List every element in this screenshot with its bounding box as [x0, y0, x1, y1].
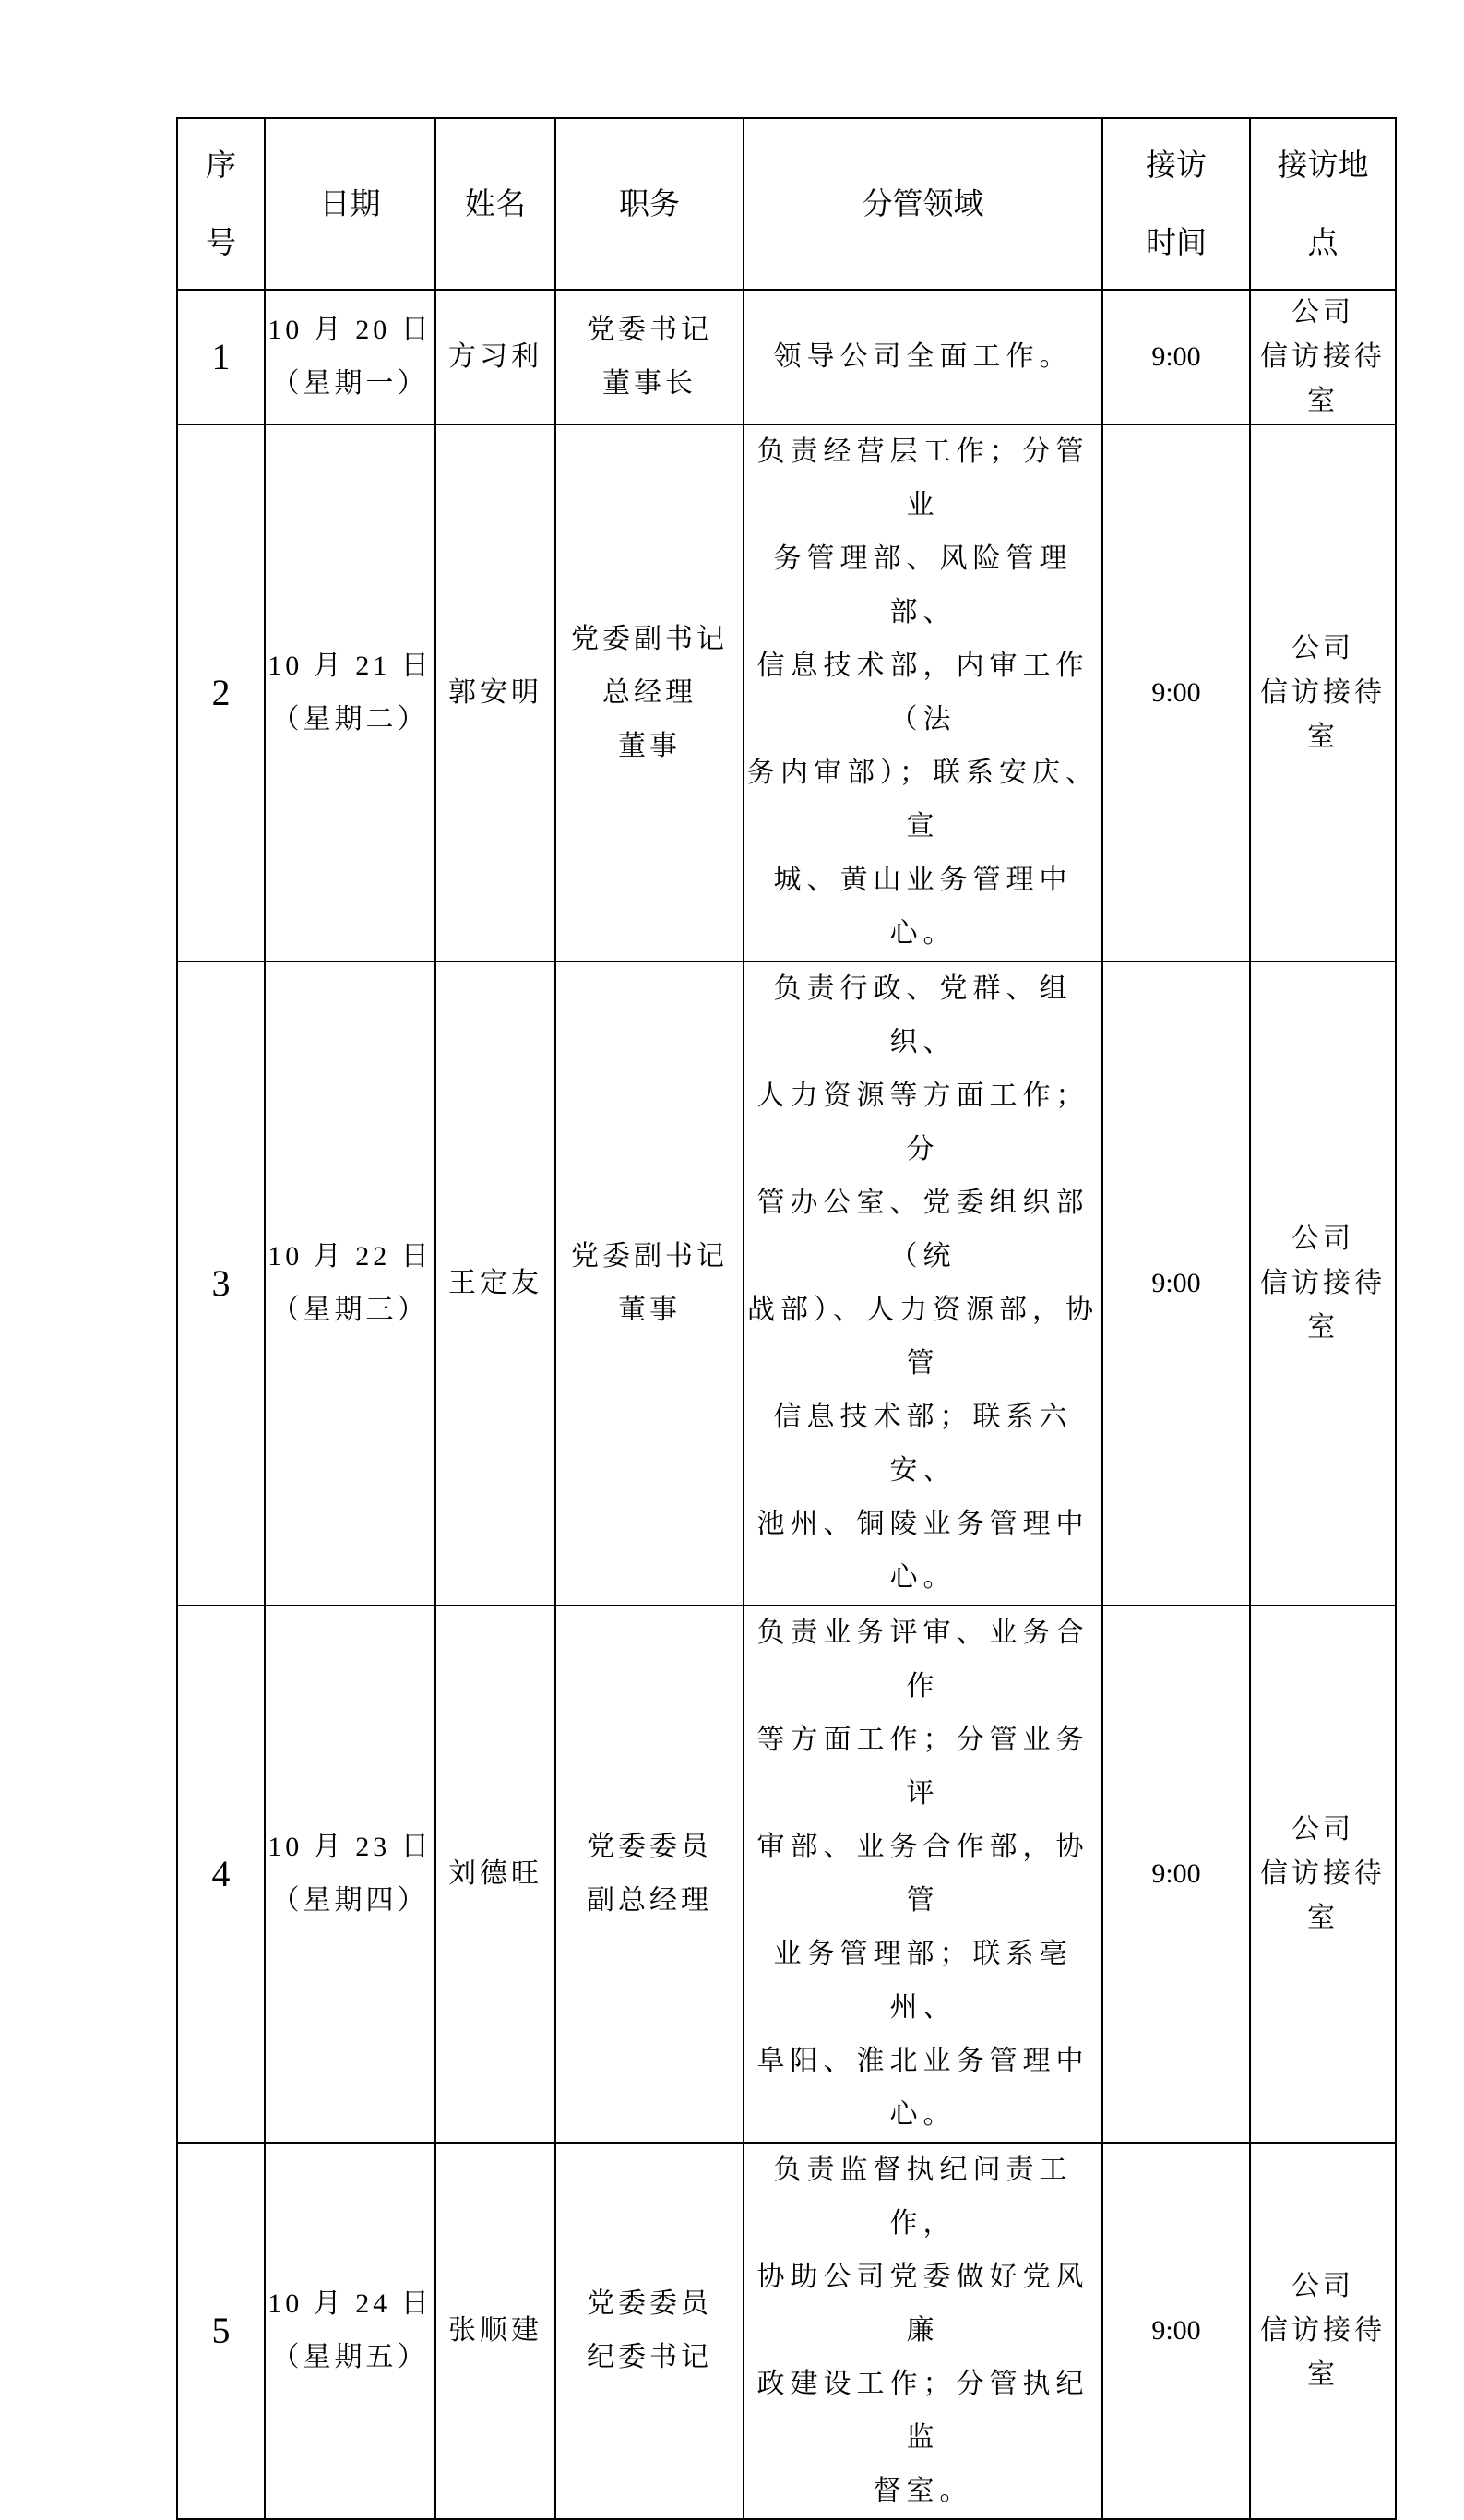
row-seq: 1	[177, 290, 265, 424]
row-place-line: 信访接待	[1260, 1858, 1386, 1889]
row-area	[744, 424, 1102, 961]
row-area-line: 战部）、人力资源部，协管	[747, 1295, 1099, 1379]
row-place-line: 信访接待	[1260, 677, 1386, 708]
row-date	[265, 961, 435, 1606]
row-place-line: 室	[1307, 386, 1339, 416]
row-place-line: 室	[1307, 1312, 1339, 1343]
row-position-line: 董事长	[602, 368, 696, 399]
row-date-weekday: （星期二）	[271, 704, 429, 735]
header-place-line-2: 点	[1307, 224, 1339, 260]
header-place-line-1: 接访地	[1277, 147, 1369, 183]
row-area-line: 负责业务评审、业务合作	[756, 1618, 1089, 1702]
header-name: 姓名	[435, 118, 555, 290]
row-date-day: 10 月 24 日	[268, 2288, 433, 2319]
header-seq-line-2: 号	[206, 224, 236, 260]
row-time: 9:00	[1102, 424, 1250, 961]
row-place-line: 信访接待	[1260, 2315, 1386, 2346]
row-place-line: 室	[1307, 2359, 1339, 2390]
row-place	[1250, 290, 1396, 424]
row-area-line: 负责经营层工作；分管业	[756, 436, 1089, 520]
row-time: 9:00	[1102, 2143, 1250, 2519]
row-area	[744, 1606, 1102, 2143]
row-name: 刘德旺	[435, 1606, 555, 2143]
table-row	[177, 961, 1396, 1606]
row-area-line: 城、黄山业务管理中心。	[773, 865, 1073, 949]
row-place-line: 室	[1307, 1903, 1339, 1933]
row-seq: 4	[177, 1606, 265, 2143]
row-date	[265, 2143, 435, 2519]
row-area	[744, 2143, 1102, 2519]
row-position-line: 党委委员	[587, 1832, 712, 1862]
row-place-line: 公司	[1291, 1814, 1354, 1845]
row-name: 王定友	[435, 961, 555, 1606]
table-row	[177, 1606, 1396, 2143]
header-date: 日期	[265, 118, 435, 290]
row-date	[265, 290, 435, 424]
row-date-weekday: （星期三）	[271, 1295, 429, 1325]
row-position-line: 党委书记	[587, 315, 712, 345]
row-position	[555, 961, 744, 1606]
row-name: 方习利	[435, 290, 555, 424]
row-area	[744, 290, 1102, 424]
row-date-day: 10 月 23 日	[268, 1832, 433, 1862]
row-area-line: 负责行政、党群、组织、	[773, 973, 1073, 1057]
row-area-line: 督室。	[873, 2476, 973, 2506]
row-position-line: 董事	[618, 1295, 681, 1325]
header-position: 职务	[555, 118, 744, 290]
row-date-weekday: （星期一）	[271, 368, 429, 399]
header-area: 分管领域	[744, 118, 1102, 290]
row-area-line: 信息技术部，内审工作（法	[756, 651, 1089, 735]
row-area-line: 业务管理部；联系亳州、	[773, 1939, 1073, 2023]
header-seq	[177, 118, 265, 290]
header-place	[1250, 118, 1396, 290]
table-row	[177, 2143, 1396, 2519]
header-row	[177, 118, 1396, 290]
row-place	[1250, 2143, 1396, 2519]
row-place-line: 公司	[1291, 2271, 1354, 2301]
row-time: 9:00	[1102, 290, 1250, 424]
header-time-line-2: 时间	[1146, 224, 1207, 260]
row-position-line: 总经理	[602, 677, 696, 708]
row-area-line: 审部、业务合作部，协管	[756, 1832, 1089, 1916]
header-time	[1102, 118, 1250, 290]
header-time-line-1: 接访	[1146, 147, 1207, 183]
row-position-line: 党委副书记	[571, 1241, 728, 1272]
row-position-line: 副总经理	[587, 1885, 712, 1916]
row-date-day: 10 月 21 日	[268, 651, 433, 681]
row-area-line: 协助公司党委做好党风廉	[756, 2262, 1089, 2346]
row-place	[1250, 424, 1396, 961]
row-seq: 2	[177, 424, 265, 961]
row-name: 郭安明	[435, 424, 555, 961]
row-place-line: 公司	[1291, 1224, 1354, 1254]
row-date-weekday: （星期四）	[271, 1885, 429, 1916]
row-position	[555, 424, 744, 961]
row-position-line: 党委委员	[587, 2288, 712, 2319]
row-area	[744, 961, 1102, 1606]
row-place	[1250, 961, 1396, 1606]
row-place-line: 信访接待	[1260, 1268, 1386, 1298]
row-area-line: 等方面工作；分管业务评	[756, 1725, 1089, 1809]
row-area-line: 务内审部）；联系安庆、宣	[747, 758, 1099, 842]
row-position-line: 党委副书记	[571, 624, 728, 654]
table-row	[177, 290, 1396, 424]
row-area-line: 人力资源等方面工作；分	[756, 1081, 1089, 1164]
row-seq: 5	[177, 2143, 265, 2519]
row-area-line: 务管理部、风险管理部、	[773, 543, 1073, 627]
table-row	[177, 424, 1396, 961]
row-area-line: 阜阳、淮北业务管理中心。	[756, 2046, 1089, 2130]
row-date-weekday: （星期五）	[271, 2342, 429, 2372]
row-position-line: 纪委书记	[587, 2342, 712, 2372]
row-area-line: 负责监督执纪问责工作，	[773, 2155, 1073, 2239]
header-seq-line-1: 序	[206, 147, 236, 183]
reception-schedule-table	[176, 117, 1397, 2520]
row-date	[265, 1606, 435, 2143]
row-position	[555, 1606, 744, 2143]
row-place-line: 公司	[1291, 633, 1354, 663]
row-position	[555, 2143, 744, 2519]
row-time: 9:00	[1102, 961, 1250, 1606]
row-seq: 3	[177, 961, 265, 1606]
row-position-line: 董事	[618, 731, 681, 761]
row-date-day: 10 月 20 日	[268, 315, 433, 345]
row-place-line: 室	[1307, 722, 1339, 752]
row-place-line: 信访接待	[1260, 341, 1386, 372]
row-time: 9:00	[1102, 1606, 1250, 2143]
row-place	[1250, 1606, 1396, 2143]
row-date	[265, 424, 435, 961]
row-name: 张顺建	[435, 2143, 555, 2519]
row-area-line: 池州、铜陵业务管理中心。	[756, 1509, 1089, 1593]
row-area-line: 信息技术部；联系六安、	[773, 1402, 1073, 1486]
row-place-line: 公司	[1291, 297, 1354, 328]
row-position	[555, 290, 744, 424]
row-date-day: 10 月 22 日	[268, 1241, 433, 1272]
row-area-line: 政建设工作；分管执纪监	[756, 2369, 1089, 2453]
row-area-line: 管办公室、党委组织部（统	[756, 1188, 1089, 1272]
row-area-line: 领导公司全面工作。	[773, 341, 1073, 372]
